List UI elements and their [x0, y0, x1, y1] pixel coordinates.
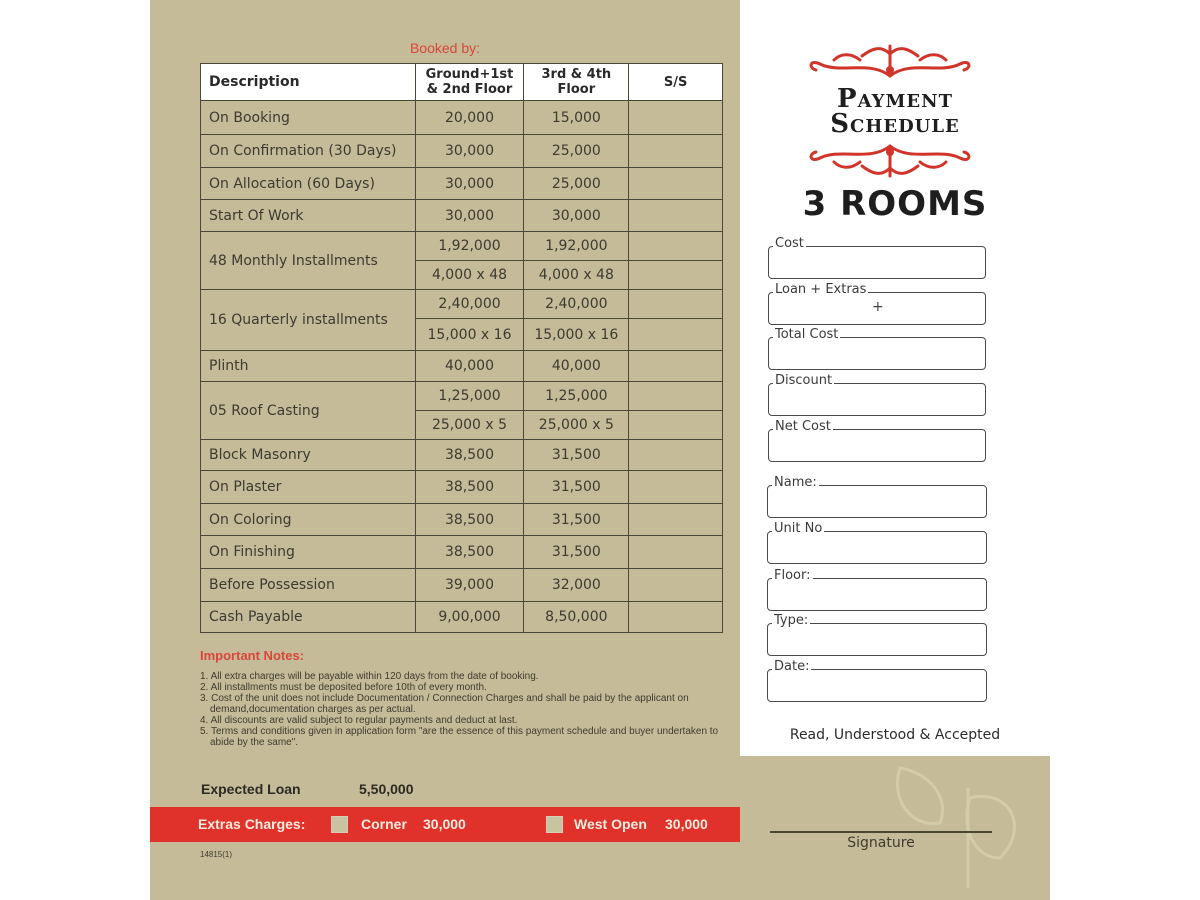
upper-floor-amount: 1,92,000: [524, 232, 629, 261]
type-field-label: Type:: [774, 613, 809, 628]
upper-floor-amount: 2,40,000: [524, 290, 629, 319]
table-row: [201, 471, 723, 504]
upper-floor-amount: 1,25,000: [524, 382, 629, 411]
discount-field[interactable]: [768, 373, 986, 416]
ss-amount: [629, 135, 723, 168]
ground-floor-detail: 25,000 x 5: [415, 411, 524, 440]
payment-schedule-table: [200, 63, 723, 633]
upper-floor-detail: 4,000 x 48: [524, 261, 629, 290]
ss-amount: [629, 504, 723, 536]
row-description: 05 Roof Casting: [201, 382, 416, 440]
booked-by-label: Booked by:: [409, 40, 481, 56]
column-header-upper-floor: [524, 64, 629, 101]
acceptance-statement: Read, Understood & Accepted: [789, 727, 1001, 743]
discount-field-label: Discount: [775, 373, 833, 388]
ground-floor-amount: 2,40,000: [415, 290, 524, 319]
important-notes-title: Important Notes:: [200, 648, 304, 663]
column-header-line: 3rd & 4th: [541, 67, 612, 82]
table-row: [201, 135, 723, 168]
net-cost-field[interactable]: [768, 419, 986, 462]
table-row: [201, 536, 723, 569]
corner-option-label: Corner: [361, 816, 407, 832]
ss-amount: [629, 440, 723, 471]
note-item: 3. Cost of the unit does not include Documentation / Connection Charges and shall be paid by the applicant on demand,documentation charges as per actual.: [200, 693, 689, 715]
ss-amount: [629, 200, 723, 232]
unit-no-field[interactable]: [767, 521, 987, 564]
ground-floor-amount: 30,000: [415, 168, 524, 200]
payment-schedule-sheet: [150, 0, 1050, 900]
floor-field[interactable]: [767, 568, 987, 611]
note-item: 2. All installments must be deposited before 10th of every month.: [200, 682, 487, 693]
table-row: [201, 290, 723, 319]
ground-floor-amount: 38,500: [415, 471, 524, 504]
row-description: On Plaster: [201, 471, 416, 504]
upper-floor-amount: 31,500: [524, 471, 629, 504]
title-schedule: Schedule: [830, 109, 960, 139]
row-description: On Booking: [201, 101, 416, 135]
ground-floor-amount: 38,500: [415, 536, 524, 569]
ground-floor-amount: 1,92,000: [415, 232, 524, 261]
total-cost-field[interactable]: [768, 327, 986, 370]
extras-charges-label: Extras Charges:: [198, 816, 306, 832]
name-field[interactable]: [767, 475, 987, 518]
ss-amount: [629, 168, 723, 200]
date-field[interactable]: [767, 659, 987, 702]
ss-amount: [629, 471, 723, 504]
west-open-option-amount: 30,000: [665, 816, 708, 832]
row-description: Plinth: [201, 351, 416, 382]
ss-amount: [629, 602, 723, 633]
table-row: [201, 232, 723, 261]
row-description: 48 Monthly Installments: [201, 232, 416, 290]
table-row: [201, 200, 723, 232]
column-header-description: Description: [201, 64, 416, 101]
column-header-ss: S/S: [629, 64, 723, 101]
important-notes-list: [200, 671, 720, 748]
row-description: On Finishing: [201, 536, 416, 569]
table-row: [201, 504, 723, 536]
ground-floor-amount: 38,500: [415, 440, 524, 471]
ground-floor-detail: 15,000 x 16: [415, 319, 524, 351]
row-description: On Allocation (60 Days): [201, 168, 416, 200]
upper-floor-amount: 31,500: [524, 536, 629, 569]
ss-amount: [629, 569, 723, 602]
leaf-decoration-icon: [890, 758, 1030, 898]
table-row: [201, 602, 723, 633]
table-row: [201, 569, 723, 602]
ornament-top-icon: [800, 40, 980, 82]
ornament-bottom-icon: [800, 140, 980, 182]
row-description: On Confirmation (30 Days): [201, 135, 416, 168]
upper-floor-amount: 30,000: [524, 200, 629, 232]
row-description: 16 Quarterly installments: [201, 290, 416, 351]
ss-amount: [629, 411, 723, 440]
ss-amount: [629, 290, 723, 319]
row-description: Start Of Work: [201, 200, 416, 232]
upper-floor-detail: 15,000 x 16: [524, 319, 629, 351]
title-payment: Payment: [837, 84, 953, 114]
ground-floor-amount: 39,000: [415, 569, 524, 602]
row-description: Before Possession: [201, 569, 416, 602]
plus-icon: +: [872, 299, 884, 315]
table-row: [201, 440, 723, 471]
ss-amount: [629, 101, 723, 135]
upper-floor-amount: 15,000: [524, 101, 629, 135]
upper-floor-amount: 31,500: [524, 440, 629, 471]
row-description: Block Masonry: [201, 440, 416, 471]
expected-loan-label: Expected Loan: [201, 781, 301, 797]
column-header-line: Floor: [557, 82, 596, 97]
cost-field-label: Cost: [775, 236, 804, 251]
note-item: 1. All extra charges will be payable within 120 days from the date of booking.: [200, 671, 539, 682]
signature-line[interactable]: [770, 831, 992, 833]
west-open-checkbox[interactable]: [546, 816, 563, 833]
expected-loan-value: 5,50,000: [359, 781, 414, 797]
loan-extras-field[interactable]: [768, 282, 986, 325]
row-description: On Coloring: [201, 504, 416, 536]
date-field-label: Date:: [774, 659, 810, 674]
row-description: Cash Payable: [201, 602, 416, 633]
table-row: [201, 101, 723, 135]
upper-floor-amount: 25,000: [524, 168, 629, 200]
ground-floor-amount: 38,500: [415, 504, 524, 536]
table-header-row: [201, 64, 723, 101]
upper-floor-amount: 32,000: [524, 569, 629, 602]
cost-field[interactable]: [768, 236, 986, 279]
ss-amount: [629, 261, 723, 290]
table-row: [201, 351, 723, 382]
ss-amount: [629, 382, 723, 411]
extras-charges-bar: [150, 807, 740, 842]
west-open-option-label: West Open: [574, 816, 647, 832]
name-field-label: Name:: [774, 475, 817, 490]
signature-label: Signature: [847, 835, 915, 851]
ground-floor-amount: 40,000: [415, 351, 524, 382]
column-header-line: Ground+1st: [425, 67, 514, 82]
ground-floor-amount: 1,25,000: [415, 382, 524, 411]
ground-floor-amount: 20,000: [415, 101, 524, 135]
loan-extras-field-label: Loan + Extras: [775, 282, 867, 297]
net-cost-field-label: Net Cost: [775, 419, 831, 434]
unit-no-field-label: Unit No: [774, 521, 823, 536]
table-row: [201, 382, 723, 411]
ss-amount: [629, 232, 723, 261]
corner-option-amount: 30,000: [423, 816, 466, 832]
upper-floor-amount: 25,000: [524, 135, 629, 168]
upper-floor-amount: 8,50,000: [524, 602, 629, 633]
expected-loan-row: [201, 781, 414, 797]
note-item: 5. Terms and conditions given in application form "are the essence of this payment schedule and buyer undertaken to abide by the same".: [200, 726, 719, 748]
floor-field-label: Floor:: [774, 568, 811, 583]
ss-amount: [629, 536, 723, 569]
type-field[interactable]: [767, 613, 987, 656]
unit-type-heading: 3 ROOMS: [802, 184, 988, 224]
upper-floor-detail: 25,000 x 5: [524, 411, 629, 440]
ss-amount: [629, 351, 723, 382]
ground-floor-amount: 30,000: [415, 200, 524, 232]
ground-floor-detail: 4,000 x 48: [415, 261, 524, 290]
ss-amount: [629, 319, 723, 351]
ground-floor-amount: 30,000: [415, 135, 524, 168]
upper-floor-amount: 40,000: [524, 351, 629, 382]
table-row: [201, 168, 723, 200]
upper-floor-amount: 31,500: [524, 504, 629, 536]
column-header-ground-floor: [415, 64, 524, 101]
form-code: 14815(1): [200, 850, 233, 859]
ground-floor-amount: 9,00,000: [415, 602, 524, 633]
note-item: 4. All discounts are valid subject to regular payments and deduct at last.: [200, 715, 518, 726]
total-cost-field-label: Total Cost: [775, 327, 839, 342]
corner-checkbox[interactable]: [331, 816, 348, 833]
column-header-line: & 2nd Floor: [426, 82, 513, 97]
